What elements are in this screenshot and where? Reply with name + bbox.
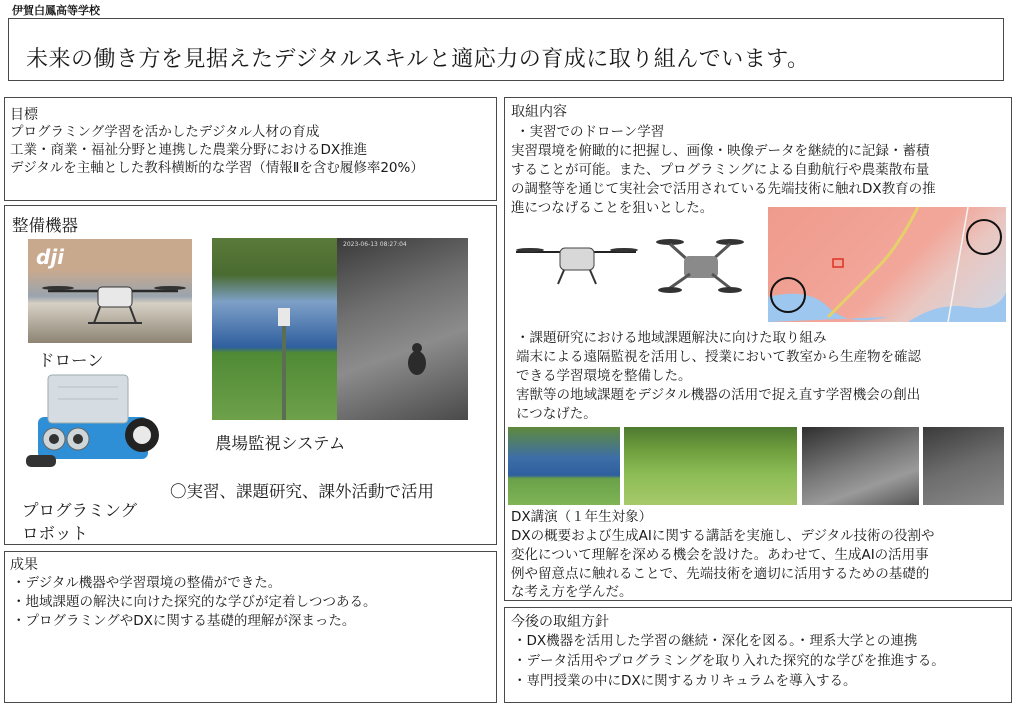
equipment-title: 整備機器 [12, 216, 78, 235]
drone-photo [28, 239, 192, 343]
lecture-line-4: な考え方を学んだ。 [511, 584, 633, 600]
farm-camera-photo [212, 238, 337, 420]
strip-photo-1 [508, 427, 620, 505]
robot-label-1: プログラミング [22, 501, 138, 520]
future-line-2: ・データ活用やプログラミングを取り入れた探究的な学びを推進する。 [513, 653, 945, 669]
activities-title: 取組内容 [511, 104, 567, 120]
drone-label: ドローン [38, 351, 104, 370]
lecture-line-2: 変化について理解を深める機会を設けた。あわせて、生成AIの活用事 [511, 547, 929, 563]
research-line-2: できる学習環境を整備した。 [516, 368, 692, 384]
robot-illustration [18, 367, 163, 477]
map-graphic [768, 207, 1006, 322]
robot-label-2: ロボット [22, 524, 88, 543]
research-line-4: につなげた。 [516, 406, 597, 422]
future-title: 今後の取組方針 [511, 614, 609, 630]
results-line-3: ・プログラミングやDXに関する基礎的理解が深まった。 [12, 613, 356, 629]
goals-line-3: デジタルを主軸とした教科横断的な学習（情報Ⅱを含む履修率20%） [10, 160, 424, 176]
usage-note: 〇実習、課題研究、課外活動で活用 [170, 482, 434, 501]
drone-study-line-3: の調整等を通じて実社会で活用されている先端技術に触れDX教育の推 [511, 181, 936, 197]
camera-pole-graphic [212, 238, 337, 420]
strip-photo-2 [624, 427, 797, 505]
night-vision-photo [337, 238, 468, 420]
results-line-1: ・デジタル機器や学習環境の整備ができた。 [12, 575, 282, 591]
school-name: 伊賀白鳳高等学校 [12, 4, 100, 17]
research-heading: ・課題研究における地域課題解決に向けた取り組み [516, 330, 827, 346]
drone-study-line-1: 実習環境を俯瞰的に把握し、画像・映像データを継続的に記録・蓄積 [511, 143, 930, 159]
dji-logo: dji [36, 245, 65, 269]
drone-study-line-2: することが可能。また、プログラミングによる自動航行や農薬散布量 [511, 162, 930, 178]
results-line-2: ・地域課題の解決に向けた探究的な学びが定着しつつある。 [12, 594, 377, 610]
future-line-3: ・専門授業の中にDXに関するカリキュラムを導入する。 [513, 673, 857, 689]
drone-flight-map [768, 207, 1006, 322]
goals-title: 目標 [10, 107, 38, 123]
agri-drone-image [512, 238, 642, 288]
camera-drone-image [650, 232, 750, 298]
camera-timestamp: 2023-06-13 08:27:04 [343, 241, 407, 248]
goals-line-2: 工業・商業・福祉分野と連携した農業分野におけるDX推進 [10, 142, 368, 158]
page-headline: 未来の働き方を見据えたデジタルスキルと適応力の育成に取り組んでいます。 [26, 47, 810, 72]
future-line-1: ・DX機器を活用した学習の継続・深化を図る。・理系大学との連携 [513, 633, 918, 649]
farm-monitoring-label: 農場監視システム [215, 434, 346, 453]
results-title: 成果 [10, 557, 38, 573]
lecture-line-3: 例や留意点に触れることで、先端技術を適切に活用するための基礎的 [511, 566, 930, 582]
research-line-3: 害獣等の地域課題をデジタル機器の活用で捉え直す学習機会の創出 [516, 387, 921, 403]
lecture-heading: DX講演（１年生対象） [511, 509, 653, 525]
drone-study-heading: ・実習でのドローン学習 [516, 124, 665, 140]
research-line-1: 端末による遠隔監視を活用し、授業において教室から生産物を確認 [516, 349, 921, 365]
lecture-line-1: DXの概要および生成AIに関する講話を実施し、デジタル技術の役割や [511, 528, 935, 544]
goals-line-1: プログラミング学習を活かしたデジタル人材の育成 [10, 124, 320, 140]
agri-drone-graphic [28, 239, 192, 343]
drone-study-line-4: 進につなげることを狙いとした。 [511, 200, 714, 216]
animal-graphic [337, 238, 468, 420]
strip-photo-4 [923, 427, 1004, 505]
strip-photo-3 [802, 427, 919, 505]
